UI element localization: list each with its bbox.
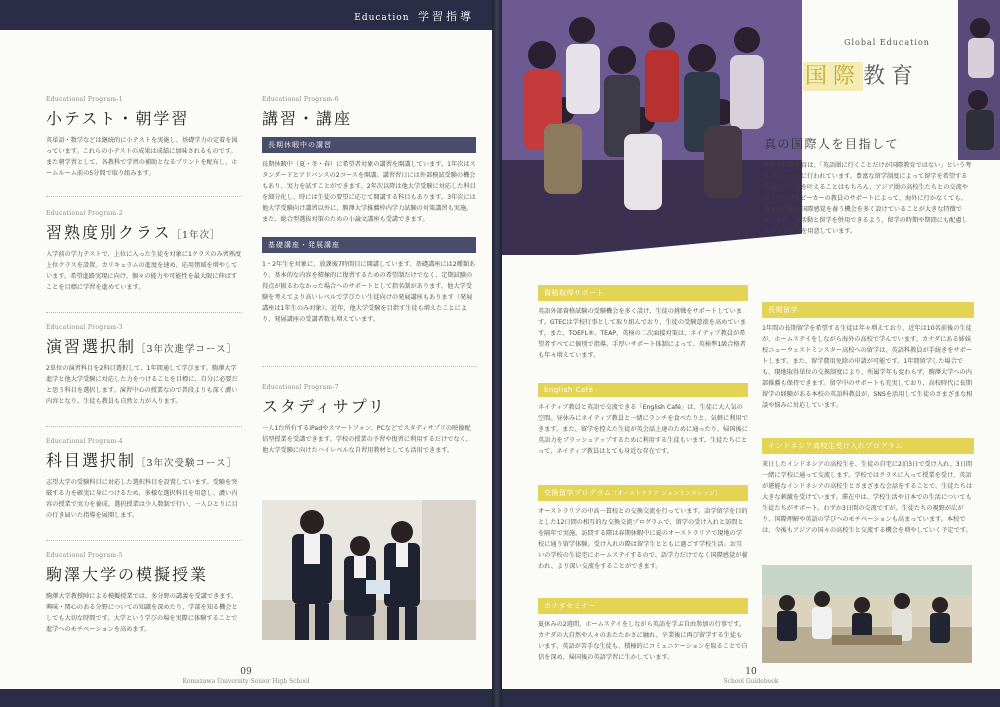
- program-title: 演習選択制［3年次進学コース］: [46, 337, 238, 356]
- topic-body: 夏休みの2週間、ホームステイをしながら英語を学ぶ自由参加の行事です。カナダの大自然や人々のあたたかさに触れ、卒業後に再び留学する生徒もいます。英語が苦手な生徒も、積極的にコミュニケーションを取ることで自信を深め、帰国後の英語学習に生かしています。: [538, 621, 748, 661]
- divider: [46, 540, 242, 541]
- divider: [46, 312, 242, 313]
- program-body: 2単位の演習科目を2科目選択して、1年間通して学びます。駒澤大学進学と他大学受験に対応した力をつけることを目標に、自分に必要だと思う科目を選択します。演習中心の授業なので普段よりも深く濃い内容となり、生徒も教員も自然と力が入ります。: [46, 365, 238, 405]
- topic-body: オーストラリアの中高一貫校との交換交流を行っています。語学留学を目的とした12日間の相互的な交換交流プログラムで、留学の受け入れと訪問とを隔年で実施。訪問する際は春期休暇中に夏のオーストラリアで現地の学校に通う留学体験。受け入れの際は留学生とともに過ごす学校生活。お互いの学校の生徒宅にホームステイするので、語学力だけでなく国際感覚が養われ、より深い交流をすることができます。: [538, 508, 748, 570]
- program-body: 1・2年生を対象に、放課後7時間目に開講しています。基礎講座には2種類あり、基本的な内容を積極的に復習するための希望制だけでなく、定期試験の得点が振るわなかった場合へのサポートとして指名制があります。他大学受験を考えてより高いレベルで学びたい生徒向けの発展講座もあります（発展講座は1年生のみ対象）。近年、他大学受験を目指す生徒も増えたことにより、発展講座の受講者数も増えています。: [262, 261, 476, 323]
- topic-exchange-program: [538, 485, 748, 572]
- topic-header: 資格取得サポート: [538, 285, 748, 301]
- page-number: 09: [240, 667, 252, 677]
- program-label: Educational Program-1: [46, 96, 123, 103]
- page-footer: [502, 667, 1000, 685]
- divider: [262, 366, 476, 367]
- program-6: [262, 96, 476, 325]
- title-jp: [803, 59, 987, 90]
- footer-band: [0, 689, 492, 707]
- school-name: Komazawa University Senior High School: [182, 678, 310, 685]
- title-highlight: 国際: [805, 64, 862, 89]
- program-title: 習熟度別クラス［1年次］: [46, 223, 221, 242]
- topic-long-term-study: [762, 302, 974, 411]
- topic-header: 交換留学プログラム［オーストラリア ジョンリンカレッジ］: [538, 485, 748, 501]
- program-body: 長期休暇中（夏・冬・春）に希望者対象の講習を開講しています。1年次はスタンダードとアドバンスの2コースを開講。講習習日には外部模試受験の機会もあり、実力を試すことができます。2年次以降は他大学受験に対応した科目を細分化し、時には生徒の要望に応じて開講する科目もあります。3年次には他大学受験向け講習以外に、駒澤大学推薦枠内学力試験の対策講習も実施。また、総合型選抜対策のための小論文講座も受講できます。: [262, 161, 476, 223]
- program-body: 一人1台所有するiPadやスマートフォン、PCなどでスタディサプリの映像配信型授業を受講できます。学校の授業の予習や復習に利用するだけでなく、他大学受験に向けたハイレベルな自習用教材としても活用できます。: [262, 425, 472, 454]
- mission-body: 本校の国際教育は、「英語圏に行くことだけが国際教育ではない」という考え方をベースに行われています。豊富な留学制度によって留学を希望する生徒のニーズを叶えることはもちろん、アジア圏の高校生たちとの交流やネイティブスピーカーの教員のサポートによって、海外に行かなくても、真文化理解や国際感覚を養う機会を多く設けていることが大きな特徴です。また、部活動と留学を併用できるよう、留学の時期や期間にも配慮したプログラムを用意しています。: [764, 162, 972, 235]
- subhead-holiday-course: 長期休暇中の講習: [262, 137, 476, 153]
- right-page: [502, 0, 1000, 707]
- program-title: 小テスト・朝学習: [46, 109, 190, 128]
- topic-english-cafe: [538, 383, 748, 457]
- divider: [46, 426, 242, 427]
- mission-title: 真の国際人を目指して: [764, 137, 900, 151]
- page-gutter: [492, 0, 502, 707]
- topic-body: ネイティブ教員と英語で交流できる「English Café」は、生徒に大人気の空間。昼休みにネイティブ教員と一緒にランチを食べたりと、気軽に利用できます。また、留学を控えた生徒が英会話上達のために通ったり、帰国後に英語力をブラッシュアップするために利用する生徒もいます。生徒たちにとって、ネイティブ教員はとても身近な存在です。: [538, 404, 748, 455]
- program-title: 駒澤大学の模擬授業: [46, 565, 209, 584]
- program-2: [46, 210, 242, 293]
- program-body: 志望大学の受験科目に対応した選択科目を設置しています。受験を突破する力を確実に身につけるため、多様な選択科目を用意し、濃い内容の授業で実力を養成。選択授業は少人数制で行い、一人ひとりに目の行き届いた指導を展開します。: [46, 479, 238, 519]
- page-footer: [0, 667, 492, 685]
- page-number: 10: [745, 667, 757, 677]
- program-label: Educational Program-2: [46, 210, 123, 217]
- topic-header: カナダセミナー: [538, 598, 748, 614]
- topic-indonesia-program: [762, 438, 974, 536]
- program-label: Educational Program-7: [262, 384, 339, 391]
- program-label: Educational Program-3: [46, 324, 123, 331]
- program-3: [46, 324, 242, 407]
- topic-header: インドネシア高校生受け入れプログラム: [762, 438, 974, 454]
- topic-body: 来日したインドネシアの高校生を、生徒の自宅に2泊3日で受け入れ、3日間一緒に学校に通って交流します。学校ではクラスに入って授業を受け、英語が堪能なインドネシアの高校生とさまざまな会話をすることで、生徒たちは大きな刺激を受けています。滞在中は、学校生活や日本での生活についても生徒たちがサポート。わずか3日間の交流ですが、生徒たちの視野が広がり、国際理解や英語の学びへのモチベーションも高まっています。本校では、今後もアジアの国々の高校生と交流する機会を増やしていく予定です。: [762, 461, 973, 534]
- header-band: [0, 0, 492, 30]
- program-7: [262, 384, 476, 456]
- program-body: 駒澤大学教授陣による模擬授業では、多分野の講義を受講できます。興味・関心のある分野についての知識を深めたり、学部を知る機会としても大切な時間です。大学という学びの場を実際に体験することで進学へのモチベーションを高めます。: [46, 593, 238, 633]
- program-5: [46, 552, 242, 635]
- program-title: 講習・講座: [262, 109, 353, 128]
- topic-body: 1年間の長期留学を希望する生徒は年々増えており、近年は10名前後の生徒が、ホームステイをしながら海外の高校で学んでいます。カナダにある姉妹校ニューウェストミンスター高校への留学は、英語科教員が手続きをサポートします。また、留学費用免除の申請が可能です。1年間留学した場合でも、現地取得単位の交換制度により、所属学年も変わらず、駒澤大学への内部推薦も保持できます。留学中のサポートも充実しており、高校時代に長期留学の経験がある本校の英語科教員が、SNSを活用して生徒のさまざまな相談や悩みに対応しています。: [762, 325, 973, 409]
- program-label: Educational Program-5: [46, 552, 123, 559]
- title-en: Global Education: [844, 38, 930, 47]
- footer-band: [502, 689, 1000, 707]
- topic-body: 英語外部資格試験の受験機会を多く設け、生徒の挑戦をサポートしています。GTECは学校行事として取り組んでおり、生徒の受験意欲を高めています。また、TOEFL®、TEAP、英検の二次面接対策は、ネイティブ教員が希望者すべてに個別で指導。手厚いサポート体制によって、英検準1級合格者も年々増えています。: [538, 308, 746, 359]
- left-page: [0, 0, 492, 707]
- program-1: [46, 96, 242, 179]
- program-label: Educational Program-4: [46, 438, 123, 445]
- classroom-photo: [762, 565, 972, 663]
- students-photo: [262, 500, 476, 640]
- program-label: Educational Program-6: [262, 96, 339, 103]
- program-4: [46, 438, 242, 521]
- program-title: 科目選択制［3年次受験コース］: [46, 451, 238, 470]
- program-body: 入学前の学力テストで、上位に入った生徒を対象に1クラスのみ習熟度上位クラスを設置。カリキュラムの進度を速め、応用領域を増やしています。希望進路実現に向け、個々の能力や可能性を最大限に伸ばすことを目標に学習を進めています。: [46, 251, 242, 291]
- school-name: School Guidebook: [723, 678, 779, 685]
- topic-header: 長期留学: [762, 302, 974, 318]
- divider: [46, 196, 242, 197]
- topic-header: English Café: [538, 383, 748, 397]
- subhead-basic-course: 基礎講座・発展講座: [262, 237, 476, 253]
- header-jp: 学習指導: [418, 10, 474, 23]
- title-rest: 教育: [863, 64, 920, 89]
- topic-canada-seminar: [538, 598, 748, 663]
- topic-certification: [538, 285, 748, 361]
- program-title: スタディサプリ: [262, 397, 387, 416]
- header-en: Education: [354, 13, 410, 23]
- section-title: [787, 38, 987, 90]
- program-body: 英単語・数学などは継続的に小テストを実施し、基礎学力の定着を図っています。これらの小テストの成果は成績に加味されるものです。また朝学習として、各教科で学習の補助となるプリントを配布し、ホームルーム前の5分間で取り組みます。: [46, 137, 238, 177]
